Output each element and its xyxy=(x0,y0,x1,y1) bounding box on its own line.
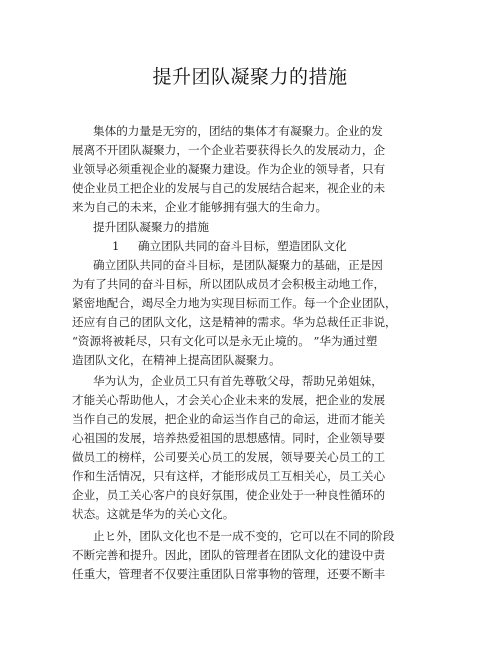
para3-line-2: 才能关心帮助他人，才会关心企业未来的发展，把企业的发展 xyxy=(72,393,386,407)
para4-line-2: 不断完善和提升。因此，团队的管理者在团队文化的建设中责 xyxy=(72,548,386,562)
para2-line-2: 为有了共同的奋斗目标，所以团队成员才会积极主动地工作， xyxy=(72,277,386,291)
para4-line-3: 任重大，管理者不仅要注重团队日常事物的管理，还要不断丰 xyxy=(72,567,386,581)
para4-line-1: 止ヒ外，团队文化也不是一成不变的，它可以在不同的阶段 xyxy=(93,529,395,543)
para3-line-6: 作和生活情况，只有这样，才能形成员工互相关心，员工关心 xyxy=(72,469,386,483)
para3-line-4: 心祖国的发展，培养热爱祖国的思想感情。同时，企业领导要 xyxy=(72,431,386,445)
para3-line-8: 状态。这就是华为的关心文化。 xyxy=(72,507,235,521)
para2-line-5: “资源将被耗尽，只有文化可以是永无止境的。 ”华为通过塑 xyxy=(72,334,378,348)
para3-line-1: 华为认为，企业员工只有首先尊敬父母，帮助兄弟姐妹， xyxy=(93,374,383,388)
section-title: 确立团队共同的奋斗目标，塑造团队文化 xyxy=(138,239,347,253)
para3-line-7: 企业，员工关心客户的良好氛围，使企业处于一种良性循环的 xyxy=(72,488,386,502)
section-number: 1 xyxy=(112,239,120,253)
subheading: 提升团队凝聚力的措施 xyxy=(93,220,209,234)
para2-line-6: 造团队文化，在精神上提高团队凝聚力。 xyxy=(72,353,281,367)
para2-line-3: 紧密地配合，竭尽全力地为实现目标而工作。每一个企业团队， xyxy=(72,296,397,310)
para2-line-4: 还应有自己的团队文化，这是精神的需求。华为总裁任正非说， xyxy=(72,315,397,329)
intro-line-4: 使企业员工把企业的发展与自己的发展结合起来，视企业的未 xyxy=(72,181,386,195)
intro-line-2: 展离不开团队凝聚力，一个企业若要获得长久的发展动力，企 xyxy=(72,143,386,157)
document-title: 提升团队凝聚力的措施 xyxy=(152,66,348,88)
intro-line-3: 业领导必须重视企业的凝聚力建设。作为企业的领导者，只有 xyxy=(72,162,386,176)
intro-line-1: 集体的力量是无穷的，团结的集体才有凝聚力。企业的发 xyxy=(93,124,383,138)
para3-line-3: 当作自己的发展，把企业的命运当作自己的命运，进而才能关 xyxy=(72,412,386,426)
intro-line-5: 来为自己的未来，企业才能够拥有强大的生命力。 xyxy=(72,200,328,214)
para2-line-1: 确立团队共同的奋斗目标，是团队凝聚力的基础，正是因 xyxy=(93,258,383,272)
para3-line-5: 做员工的榜样，公司要关心员工的发展，领导要关心员工的工 xyxy=(72,450,386,464)
